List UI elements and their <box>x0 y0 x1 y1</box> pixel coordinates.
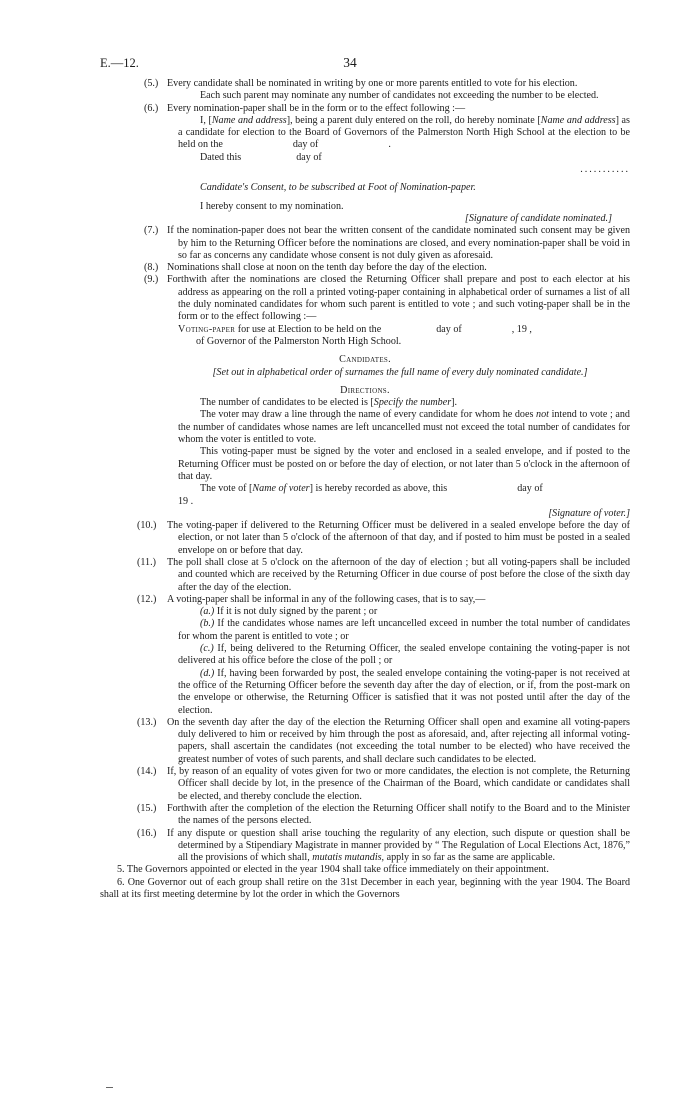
clause-number: (15.) <box>137 802 157 814</box>
clause-7 <box>100 225 630 262</box>
clause-number: (7.) <box>144 225 159 237</box>
nomination-form-text: I, [Name and address], being a parent duly entered on the roll, do hereby nominate [Name and address] as a candidate for election to the Board of Governors of the Palmerston North High School at the election to be held on the day of . <box>178 114 630 151</box>
page-number: 34 <box>343 55 357 70</box>
clause-text: If the nomination-paper does not bear the written consent of the candidate nominated such consent may be given by him to the Returning Officer before the nominations are closed, and every nomination-paper shall be void in so far as concerns any candidate whose consent is not duly given as aforesaid. <box>167 225 630 261</box>
clause-text: If any dispute or question shall arise touching the regularity of any election, such dispute or question shall be determined by a Stipendiary Magistrate in manner provided by “ The Regulation of Local Elections Act, 1876,” all the provisions of which shall, mutatis mutandis, apply in so far as the same are applicable. <box>167 827 630 864</box>
dated-line: Dated this day of <box>200 151 322 163</box>
clause-number: (13.) <box>137 716 157 728</box>
sub-clause-d: (d.) If, having been forwarded by post, the sealed envelope containing the voting-paper is not received at the office of the Returning Officer before the seventh day after the day of election, or if, from the post-mark on the envelope or otherwise, the Returning Officer is satisfied that it was not posted until after the day of the election. <box>178 667 630 716</box>
clause-text: The poll shall close at 5 o'clock on the afternoon of the day of election ; but all voting-papers shall be included and counted which are received by the Returning Officer in due course of post before the close of the sixth day after the day of the election. <box>167 556 630 593</box>
clause-13 <box>100 717 630 766</box>
clause-5 <box>100 78 630 90</box>
voter-signature: [Signature of voter.] <box>548 507 630 519</box>
candidates-heading: Candidates. <box>339 354 391 366</box>
clause-number: (9.) <box>144 274 159 286</box>
clause-12 <box>100 594 630 606</box>
sub-clause-b: (b.) If the candidates whose names are left uncancelled exceed in number the total number of candidates for whom the parent is entitled to vote ; or <box>178 618 630 642</box>
document-reference: E.—12. <box>100 56 139 70</box>
directions-heading: Directions. <box>340 384 390 396</box>
clause-number: (6.) <box>144 102 159 114</box>
clause-number: (11.) <box>137 556 156 568</box>
clause-text: Every candidate shall be nominated in writing by one or more parents entitled to vote for his election. <box>167 78 578 89</box>
clause-10 <box>100 520 630 557</box>
voting-paper-line-2: of Governor of the Palmerston North High School. <box>196 335 402 347</box>
clause-6 <box>100 103 630 115</box>
consent-text: I hereby consent to my nomination. <box>200 200 344 212</box>
direction-4: The vote of [Name of voter] is hereby recorded as above, this day of <box>200 483 543 495</box>
paragraph-6: 6. One Governor out of each group shall retire on the 31st December in each year, beginning with the year 1904. The Board shall at its first meeting determine by lot the order in which the Governors <box>100 876 630 900</box>
clause-text: On the seventh day after the day of the election the Returning Officer shall open and examine all voting-papers duly delivered to him or received by him through the post as aforesaid, and, after rejecting all informal voting-papers, shall ascertain the candidates (not exceeding the total number to be elected) who have received the greatest number of votes of such parents, and shall declare such candidates to be elected. <box>167 716 630 765</box>
clause-text: Each such parent may nominate any number of candidates not exceeding the number to be elected. <box>200 90 599 102</box>
clause-number: (10.) <box>137 520 157 532</box>
direction-2: The voter may draw a line through the name of every candidate for whom he does not intend to vote ; and the number of candidates whose names are left uncancelled must not exceed the total number of candidates for whom the voter is entitled to vote. <box>178 409 630 446</box>
consent-signature: [Signature of candidate nominated.] <box>464 212 612 224</box>
direction-3: This voting-paper must be signed by the voter and enclosed in a sealed envelope, and if posted to the Returning Officer must be posted on or before the day of election, or not later than 5 o'clock in the afternoon of that day. <box>178 446 630 482</box>
clause-text: Nominations shall close at noon on the tenth day before the day of the election. <box>167 262 487 274</box>
clause-number: (16.) <box>137 827 157 839</box>
clause-16 <box>100 828 630 865</box>
paragraph-5: 5. The Governors appointed or elected in the year 1904 shall take office immediately on their appointment. <box>117 864 549 876</box>
direction-1: The number of candidates to be elected is [Specify the number]. <box>200 397 458 409</box>
consent-heading: Candidate's Consent, to be subscribed at Foot of Nomination-paper. <box>200 182 476 194</box>
clause-11 <box>100 557 630 594</box>
clause-15 <box>100 803 630 828</box>
clause-14 <box>100 766 630 803</box>
clause-8 <box>100 262 630 274</box>
clause-text: A voting-paper shall be informal in any of the following cases, that is to say,— <box>167 593 486 605</box>
clause-number: (8.) <box>144 262 159 274</box>
sub-clause-a: (a.) If it is not duly signed by the parent ; or <box>200 606 378 618</box>
clause-number: (5.) <box>144 78 159 89</box>
clause-number: (12.) <box>137 593 157 605</box>
signature-dots: ........... <box>580 164 630 176</box>
voting-paper-line: Voting-paper for use at Election to be held on the day of , 19 , <box>178 323 532 335</box>
document-body <box>100 78 630 901</box>
candidates-instruction: [Set out in alphabetical order of surnames the full name of every duly nominated candidate.] <box>212 366 588 378</box>
clause-text: If, by reason of an equality of votes given for two or more candidates, the election is not complete, the Returning Officer shall decide by lot, in the presence of the Chairman of the Board, which candidate or candidates shall be elected, and thereby conclude the election. <box>167 766 630 802</box>
page-mark <box>106 1087 113 1088</box>
clause-text: The voting-paper if delivered to the Returning Officer must be delivered in a sealed envelope before the day of election, or not later than 5 o'clock of the afternoon of that day, and if posted to him must be posted in a sealed envelope on or before that day. <box>167 520 630 556</box>
clause-number: (14.) <box>137 766 157 778</box>
direction-4-year: 19 . <box>178 495 194 507</box>
clause-text: Every nomination-paper shall be in the form or to the effect following :— <box>167 102 466 114</box>
clause-text: Forthwith after the nominations are closed the Returning Officer shall prepare and post to each elector at his address as appearing on the roll a printed voting-paper containing in alphabetical order of surnames a list of all the duly nominated candidates for whom such parent is entitled to vote ; and such voting-paper shall be in the form or to the effect following :— <box>167 274 630 323</box>
clause-9 <box>100 274 630 323</box>
clause-text: Forthwith after the completion of the election the Returning Officer shall notify to the Board and to the Minister the names of the persons elected. <box>167 802 630 827</box>
sub-clause-c: (c.) If, being delivered to the Returning Officer, the sealed envelope containing the voting-paper is not delivered at his office before the close of the poll ; or <box>178 643 630 667</box>
